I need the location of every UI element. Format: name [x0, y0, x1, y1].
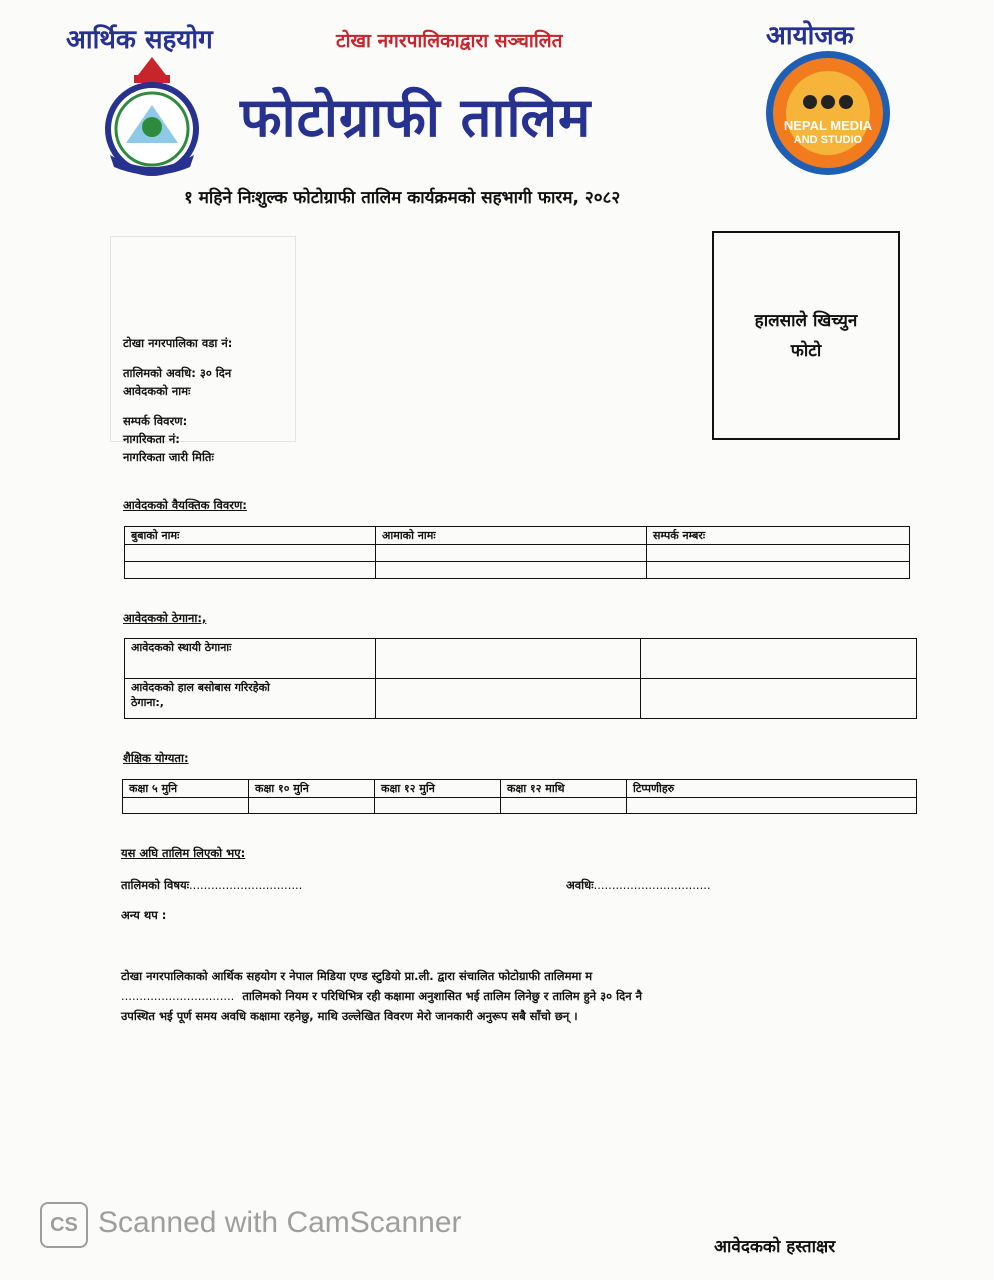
page-title: फोटोग्राफी तालिम: [240, 86, 592, 149]
municipality-logo: [96, 55, 208, 177]
duration-field: तालिमको अवधि: ३० दिन: [123, 366, 232, 380]
edu-header-grade5: कक्षा ५ मुनि: [123, 780, 249, 798]
permanent-address-cell[interactable]: [376, 639, 641, 679]
training-subject-dots: ...............................: [189, 878, 303, 892]
edu-cell-grade12[interactable]: [375, 798, 501, 814]
financial-support-heading: आर्थिक सहयोग: [66, 25, 213, 55]
current-address-label: [125, 679, 376, 719]
declaration-line1: टोखा नगरपालिकाको आर्थिक सहयोग र नेपाल मिडिया एण्ड स्टुडियो प्रा.ली. द्वारा संचालित फोटोग्राफी तालिममा म: [121, 969, 593, 983]
organizer-heading: आयोजक: [766, 21, 854, 51]
applicant-signature-label: आवेदकको हस्ताक्षर: [714, 1237, 836, 1257]
ward-field[interactable]: टोखा नगरपालिका वडा नं:: [123, 336, 233, 350]
previous-training-heading: यस अघि तालिम लिएको भए:: [121, 846, 246, 860]
permanent-address-label: आवेदकको स्थायी ठेगानाः: [125, 639, 376, 679]
mother-name-cell[interactable]: [376, 545, 647, 562]
declaration-line3: उपस्थित भई पूर्ण समय अवधि कक्षामा रहनेछु, माथि उल्लेखित विवरण मेरो जानकारी अनुरूप सबै साँचो छन् ।: [121, 1009, 578, 1023]
organizer-logo: [760, 50, 896, 176]
edu-cell-remarks[interactable]: [627, 798, 917, 814]
edu-header-grade10: कक्षा १० मुनि: [249, 780, 375, 798]
edu-cell-above12[interactable]: [501, 798, 627, 814]
contact-number-cell[interactable]: [647, 545, 910, 562]
address-table: [124, 638, 917, 719]
education-heading: शैक्षिक योग्यता:: [123, 751, 189, 765]
current-address-label-line1: आवेदकको हाल बसोबास गरिरहेको: [131, 681, 270, 694]
personal-details-heading: आवेदकको वैयक्तिक विवरण:: [123, 498, 247, 512]
current-address-label-line2: ठेगाना:,: [131, 696, 164, 709]
education-table: [122, 779, 917, 814]
training-subject-label: तालिमको विषयः: [121, 878, 190, 892]
current-address-cell-2[interactable]: [641, 679, 917, 719]
scanner-watermark: Scanned with CamScanner: [98, 1206, 462, 1239]
edu-cell-grade10[interactable]: [249, 798, 375, 814]
address-heading: आवेदकको ठेगाना:,: [123, 611, 207, 625]
contact-number-cell-2[interactable]: [647, 562, 910, 579]
organizer-logo-line2: AND STUDIO: [793, 134, 863, 146]
operated-by-heading: टोखा नगरपालिकाद्वारा सञ्चालित: [336, 30, 563, 52]
camscanner-logo: CS: [40, 1202, 88, 1248]
photo-box-line2: फोटो: [790, 340, 822, 361]
edu-cell-grade5[interactable]: [123, 798, 249, 814]
declaration-line2: [121, 986, 861, 1006]
permanent-address-cell-2[interactable]: [641, 639, 917, 679]
mother-name-header: आमाको नामः: [376, 527, 647, 545]
form-subtitle: १ महिने निःशुल्क फोटोग्राफी तालिम कार्यक्रमको सहभागी फारम, २०८२: [184, 188, 621, 208]
training-period-label: अवधिः: [566, 878, 594, 892]
training-period-dots: ................................: [593, 878, 711, 892]
contact-field[interactable]: सम्पर्क विवरण:: [123, 414, 188, 428]
other-info-field[interactable]: अन्य थप :: [121, 908, 167, 922]
photo-box-line1: हालसाले खिच्युन: [754, 310, 858, 331]
current-address-cell[interactable]: [376, 679, 641, 719]
father-name-header: बुबाको नामः: [125, 527, 376, 545]
mother-name-cell-2[interactable]: [376, 562, 647, 579]
declaration: [121, 966, 861, 1026]
citizenship-date-field[interactable]: नागरिकता जारी मितिः: [123, 450, 214, 464]
edu-header-grade12: कक्षा १२ मुनि: [375, 780, 501, 798]
declaration-line2-text: तालिमको नियम र परिधिभित्र रही कक्षामा अनुशासित भई तालिम लिनेछु र तालिम हुने ३० दिन नै: [242, 989, 642, 1003]
contact-number-header: सम्पर्क नम्बरः: [647, 527, 910, 545]
citizenship-no-field[interactable]: नागरिकता नं:: [123, 432, 180, 446]
photo-box: [712, 231, 900, 440]
declaration-name-dots[interactable]: ...............................: [121, 989, 235, 1003]
name-field[interactable]: आवेदकको नामः: [123, 384, 191, 398]
personal-details-table: [124, 526, 910, 579]
training-period-field[interactable]: [566, 878, 711, 893]
training-subject-field[interactable]: [121, 878, 302, 893]
edu-header-remarks: टिप्पणीहरु: [627, 780, 917, 798]
organizer-logo-line1: NEPAL MEDIA: [783, 118, 873, 133]
edu-header-above12: कक्षा १२ माथि: [501, 780, 627, 798]
father-name-cell[interactable]: [125, 545, 376, 562]
father-name-cell-2[interactable]: [125, 562, 376, 579]
